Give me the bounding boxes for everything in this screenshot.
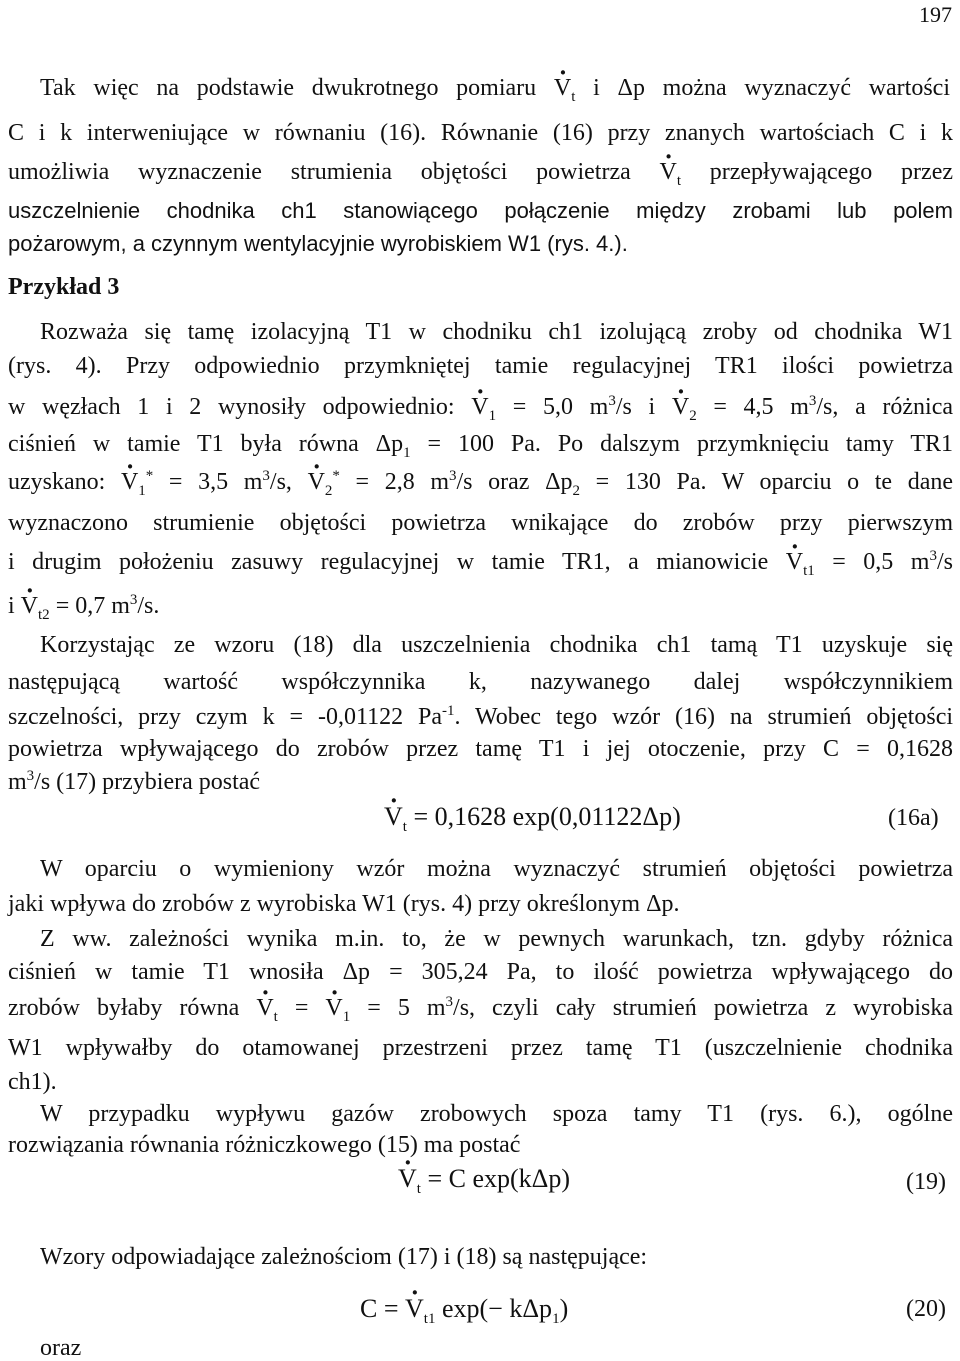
- paragraph-line: jaki wpływa do zrobów z wyrobiska W1 (rys. 4) przy określonym Δp.: [8, 891, 680, 917]
- paragraph-line: C i k interweniujące w równaniu (16). Równanie (16) przy znanych wartościach C i k: [8, 120, 953, 146]
- paragraph-line: $i \cdot V_{t2} = 0,7$ $m^3/s$.: [8, 594, 159, 618]
- equation-19: · $V_t = C$ exp(kΔp): [398, 1166, 570, 1192]
- section-heading: Przykład 3: [8, 274, 120, 300]
- symbol-v-dot: · V: [21, 594, 38, 618]
- equation-16a: · $V_t = 0,1628$ exp(0,01122Δp): [384, 804, 681, 830]
- symbol-v-dot: · V: [672, 395, 689, 419]
- symbol-v-dot: · V: [659, 160, 676, 184]
- paragraph-line: W1 wpływałby do otamowanej przestrzeni przez tamę T1 (uszczelnienie chodnika: [8, 1035, 953, 1061]
- equation-label: (20): [906, 1296, 946, 1322]
- paragraph-line: ciśnień w tamie T1 wnosiła Δp = 305,24 Pa, to ilość powietrza wpływającego do: [8, 959, 953, 985]
- paragraph-line: uszczelnienie chodnika ch1 stanowiącego połączenie między zrobami lub polem: [8, 198, 953, 223]
- symbol-v-dot: · V: [256, 996, 273, 1020]
- paragraph-line: następującą wartość współczynnika k, nazywanego dalej współczynnikiem: [8, 669, 953, 695]
- paragraph-line: Korzystając ze wzoru (18) dla uszczelnienia chodnika ch1 tamą T1 uzyskuje się: [40, 632, 953, 658]
- paragraph-line: w węzłach 1 i 2 wynosiły odpowiednio: · $V_1 = 5,0$ $m^3/s$ $i \cdot V_2 = 4,5$ $m^3/s$, a różnica: [8, 395, 953, 419]
- equation-20: C = · $V_{t1}$ exp(− kΔp$_1$): [360, 1296, 568, 1322]
- symbol-v-dot: · V: [554, 76, 571, 100]
- paragraph-line: ch1).: [8, 1069, 57, 1095]
- paragraph-line: W przypadku wypływu gazów zrobowych spoza tamy T1 (rys. 6.), ogólne: [40, 1101, 953, 1127]
- equation-label: (19): [906, 1169, 946, 1195]
- paragraph-line: umożliwia wyznaczenie strumienia objętości powietrza · $V_t$ przepływającego przez: [8, 160, 953, 184]
- paragraph-line: powietrza wpływającego do zrobów przez tamę T1 i jej otoczenie, przy C = 0,1628: [8, 736, 953, 762]
- paragraph-line: Z ww. zależności wynika m.in. to, że w pewnych warunkach, tzn. gdyby różnica: [40, 926, 953, 952]
- paragraph-line: ciśnień w tamie T1 była równa $\Delta p_1 = 100$ Pa. Po dalszym przymknięciu tamy TR1: [8, 431, 954, 461]
- paragraph-line: Rozważa się tamę izolacyjną T1 w chodniku ch1 izolującą zroby od chodnika W1: [40, 319, 953, 345]
- paragraph-line: Tak więc na podstawie dwukrotnego pomiaru · $V_t$ i Δp można wyznaczyć wartości: [40, 76, 950, 100]
- symbol-v-dot: · V: [786, 550, 803, 574]
- symbol-v-dot: · V: [308, 470, 325, 494]
- paragraph-line: oraz: [40, 1335, 82, 1361]
- symbol-v-dot: · V: [384, 804, 403, 830]
- symbol-v-dot: · V: [398, 1166, 417, 1192]
- symbol-v-dot: · V: [121, 470, 138, 494]
- symbol-v-dot: · V: [405, 1296, 424, 1322]
- paragraph-line: zrobów byłaby równa · $V_t$ = · $V_1 = 5$ $m^3/s$, czyli cały strumień powietrza z wyrobiska: [8, 996, 953, 1020]
- paragraph-line: i drugim położeniu zasuwy regulacyjnej w tamie TR1, a mianowicie · $V_{t1} = 0,5$ $m^3/s$: [8, 550, 953, 574]
- paragraph-line: pożarowym, a czynnym wentylacyjnie wyrobiskiem W1 (rys. 4.).: [8, 231, 628, 256]
- symbol-v-dot: · V: [471, 395, 488, 419]
- page-number: 197: [919, 2, 952, 27]
- symbol-v-dot: · V: [325, 996, 342, 1020]
- paragraph-line: szczelności, przy czym k = -0,01122 $Pa^{-1}$. Wobec tego wzór (16) na strumień objętości: [8, 703, 954, 730]
- paragraph-line: W oparciu o wymieniony wzór można wyznaczyć strumień objętości powietrza: [40, 856, 953, 882]
- paragraph-line: $m^3/s$ (17) przybiera postać: [8, 768, 261, 795]
- equation-label: (16a): [888, 805, 939, 831]
- paragraph-line: rozwiązania równania różniczkowego (15) ma postać: [8, 1132, 521, 1158]
- paragraph-line: (rys. 4). Przy odpowiednio przymkniętej tamie regulacyjnej TR1 ilości powietrza: [8, 353, 953, 379]
- paragraph-line: uzyskano: · $V_1^* = 3,5$ $m^3/s$, · $V_2^* = 2,8$ $m^3/s$ oraz $\Delta p_2 = 130$ Pa. W oparciu o te dane: [8, 470, 953, 494]
- paragraph-line: Wzory odpowiadające zależnościom (17) i (18) są następujące:: [40, 1244, 648, 1270]
- text-segment: Tak więc na podstawie dwukrotnego pomiaru: [40, 75, 554, 101]
- paragraph-line: wyznaczono strumienie objętości powietrza wnikające do zrobów przy pierwszym: [8, 510, 953, 536]
